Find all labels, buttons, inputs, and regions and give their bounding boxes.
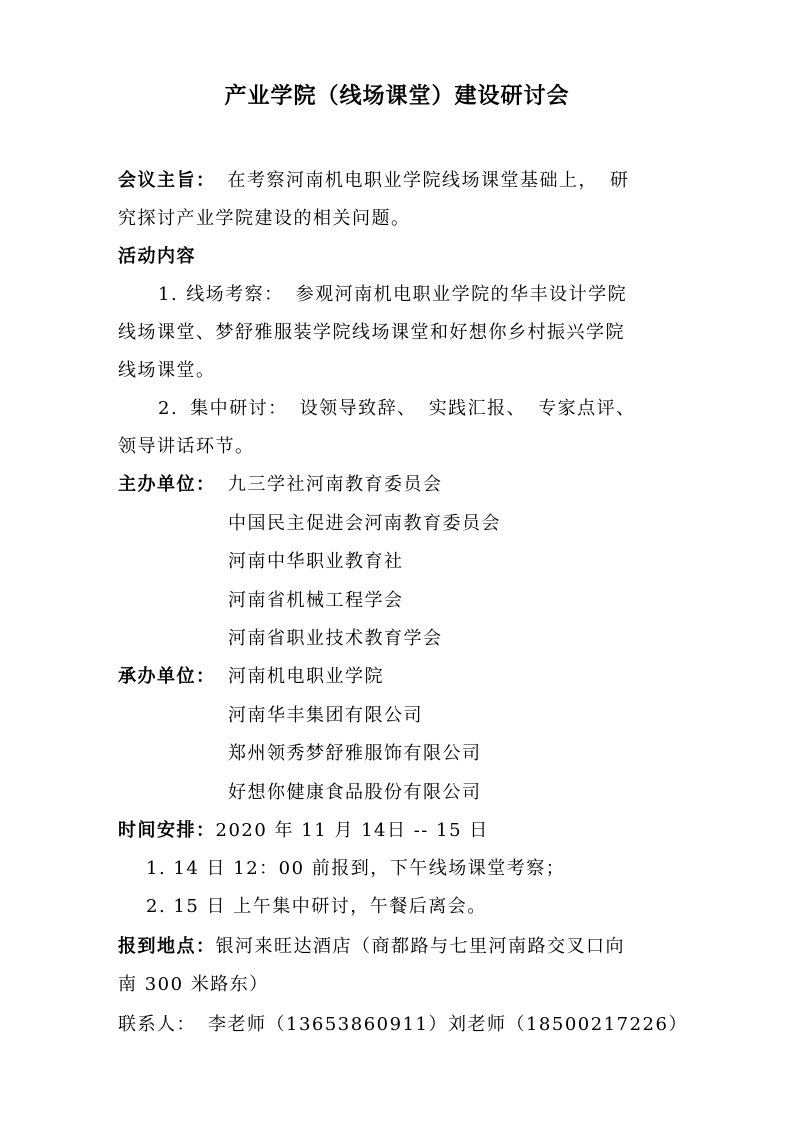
purpose-text-1-tail: 研 (610, 170, 630, 191)
activity-2-line-1 (118, 390, 684, 428)
schedule-item-2: 2. 15 日 上午集中研讨，午餐后离会。 (146, 896, 487, 917)
contact-label: 联系人： (118, 1014, 196, 1035)
activity-2-part-3: 专家点评、 (538, 398, 636, 419)
activities-section (118, 238, 684, 466)
contact-person-1: 李老师（13653860911） (208, 1014, 448, 1035)
purpose-section (118, 162, 684, 238)
activities-label: 活动内容 (118, 246, 196, 267)
schedule-item-1: 1. 14 日 12：00 前报到，下午线场课堂考察； (146, 858, 566, 879)
activity-1-line-1 (118, 276, 684, 314)
schedule-label: 时间安排： (118, 820, 216, 841)
activity-2-line-2: 领导讲话环节。 (118, 436, 255, 457)
host-org: 中国民主促进会河南教育委员会 (228, 512, 501, 534)
host-org: 河南中华职业教育社 (228, 551, 404, 572)
activity-1-line-2: 线场课堂、梦舒雅服装学院线场课堂和好想你乡村振兴学院 (118, 322, 625, 343)
activity-1-text-1: 参观河南机电职业学院的华丰设计学院 (295, 284, 628, 305)
venue-line-2: 南 300 米路东） (118, 974, 269, 995)
activity-2-part-1: 设领导致辞、 (299, 398, 417, 419)
purpose-text-1: 在考察河南机电职业学院线场课堂基础上， (227, 170, 598, 191)
activity-1-line-3: 线场课堂。 (118, 360, 216, 381)
document-title: 产业学院（线场课堂）建设研讨会 (224, 83, 570, 109)
schedule-date: 2020 年 11 月 14日 -- 15 日 (215, 820, 489, 841)
organizer-org: 河南机电职业学院 (228, 666, 384, 687)
host-org: 九三学社河南教育委员会 (228, 474, 443, 495)
purpose-label: 会议主旨： (118, 170, 216, 191)
host-org: 河南省机械工程学会 (228, 589, 404, 611)
schedule-section (118, 812, 684, 926)
venue-text-1: 银河来旺达酒店（商都路与七里河南路交叉口向 (215, 936, 625, 957)
activity-2-number: 2. (158, 398, 179, 419)
venue-section (118, 928, 684, 1004)
hosts-label: 主办单位： (118, 474, 216, 495)
activity-1-label: 线场考察： (186, 284, 284, 305)
activity-1-number: 1. (158, 284, 179, 305)
purpose-line-2: 究探讨产业学院建设的相关问题。 (118, 208, 411, 229)
organizer-org: 河南华丰集团有限公司 (228, 704, 423, 726)
activity-2-label: 集中研讨： (190, 398, 288, 419)
host-org: 河南省职业技术教育学会 (228, 628, 443, 649)
venue-line-1 (118, 928, 684, 966)
activity-2-part-2: 实践汇报、 (428, 398, 527, 419)
purpose-line-1 (118, 162, 684, 200)
organizers-list (228, 658, 688, 812)
hosts-list (228, 466, 688, 659)
organizer-org: 好想你健康食品股份有限公司 (228, 781, 482, 803)
contact-line (118, 1006, 688, 1044)
venue-label: 报到地点： (118, 936, 216, 957)
contact-section (118, 1006, 688, 1044)
schedule-line (118, 812, 684, 850)
contact-person-2: 刘老师（18500217226） (447, 1014, 688, 1035)
organizer-org: 郑州领秀梦舒雅服饰有限公司 (228, 743, 482, 764)
organizers-label: 承办单位： (118, 666, 216, 687)
